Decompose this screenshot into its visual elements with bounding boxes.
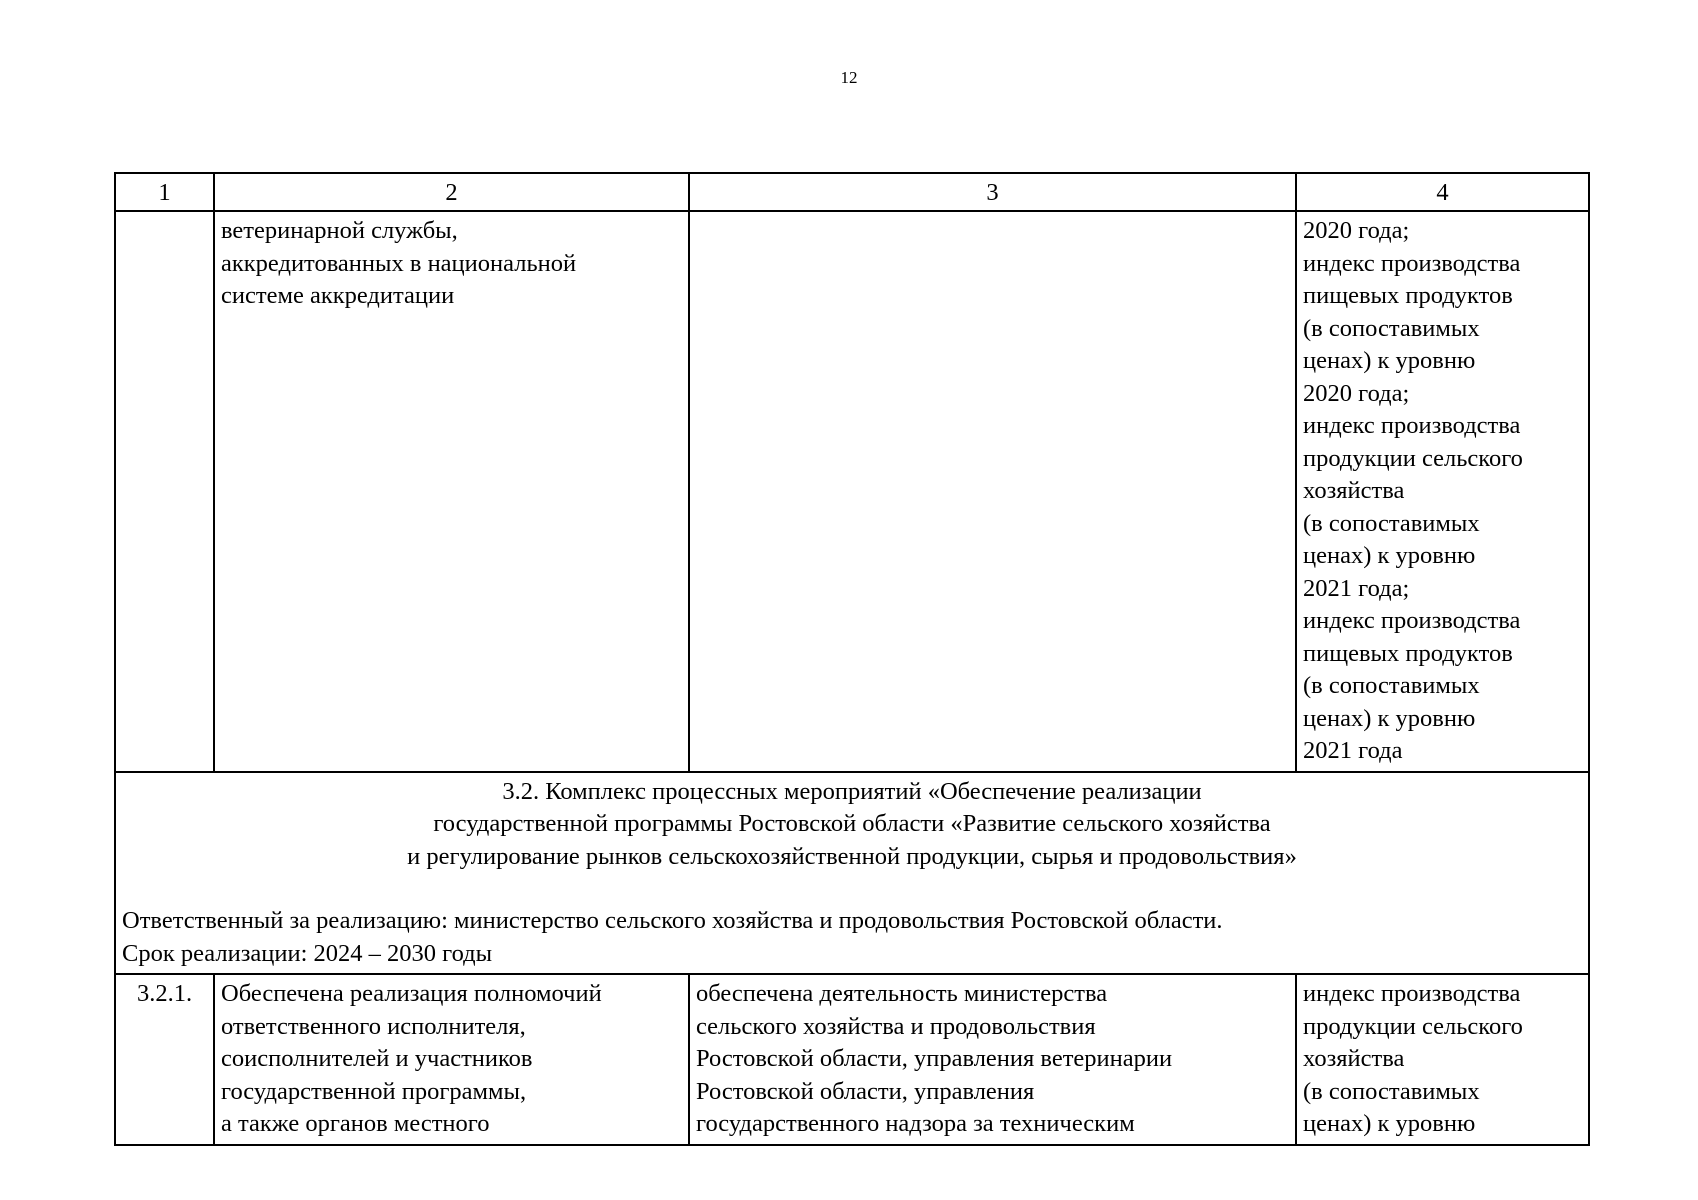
row-description-cell: обеспечена деятельность министерства сельского хозяйства и продовольствия Ростовской области, управления ветеринарии Ростовской области, управления государственного надзора за техническим — [689, 974, 1296, 1145]
column-number-3: 3 — [689, 173, 1296, 211]
row-result-cell: Обеспечена реализация полномочий ответственного исполнителя, соисполнителей и участников государственной программы, а также органов местного — [214, 974, 689, 1145]
continuation-col2-cell: ветеринарной службы, аккредитованных в национальной системе аккредитации — [214, 211, 689, 772]
section-responsible: Ответственный за реализацию: министерство сельского хозяйства и продовольствия Ростовской области. — [122, 907, 1223, 934]
section-term: Срок реализации: 2024 – 2030 годы — [122, 939, 493, 967]
column-number-2: 2 — [214, 173, 689, 211]
continuation-col4-cell: 2020 года; индекс производства пищевых продуктов (в сопоставимых ценах) к уровню 2020 года; индекс производства продукции сельского хозяйства (в сопоставимых ценах) к уровню 2021 года; индекс производства пищевых продуктов (в сопоставимых ценах) к уровню 2021 года — [1296, 211, 1589, 772]
measures-table — [114, 172, 1590, 1146]
row-number-cell: 3.2.1. — [115, 974, 214, 1145]
row-indicator-cell: индекс производства продукции сельского хозяйства (в сопоставимых ценах) к уровню — [1296, 974, 1589, 1145]
column-number-4: 4 — [1296, 173, 1589, 211]
page-number: 12 — [840, 68, 858, 87]
continuation-col1-cell — [115, 211, 214, 772]
section-header-row — [115, 772, 1589, 975]
section-spacer — [122, 873, 1582, 905]
table-row-continuation — [115, 211, 1589, 772]
column-number-1: 1 — [115, 173, 214, 211]
table-row-3-2-1 — [115, 974, 1589, 1145]
section-title: 3.2. Комплекс процессных мероприятий «Обеспечение реализации государственной программы Ростовской области «Развитие сельского хозяйства и регулирование рынков сельскохозяйственной продукции, сырья и продовольствия» — [407, 777, 1297, 870]
continuation-col3-cell — [689, 211, 1296, 772]
section-header-cell — [115, 772, 1589, 975]
table-header-row — [115, 173, 1589, 211]
